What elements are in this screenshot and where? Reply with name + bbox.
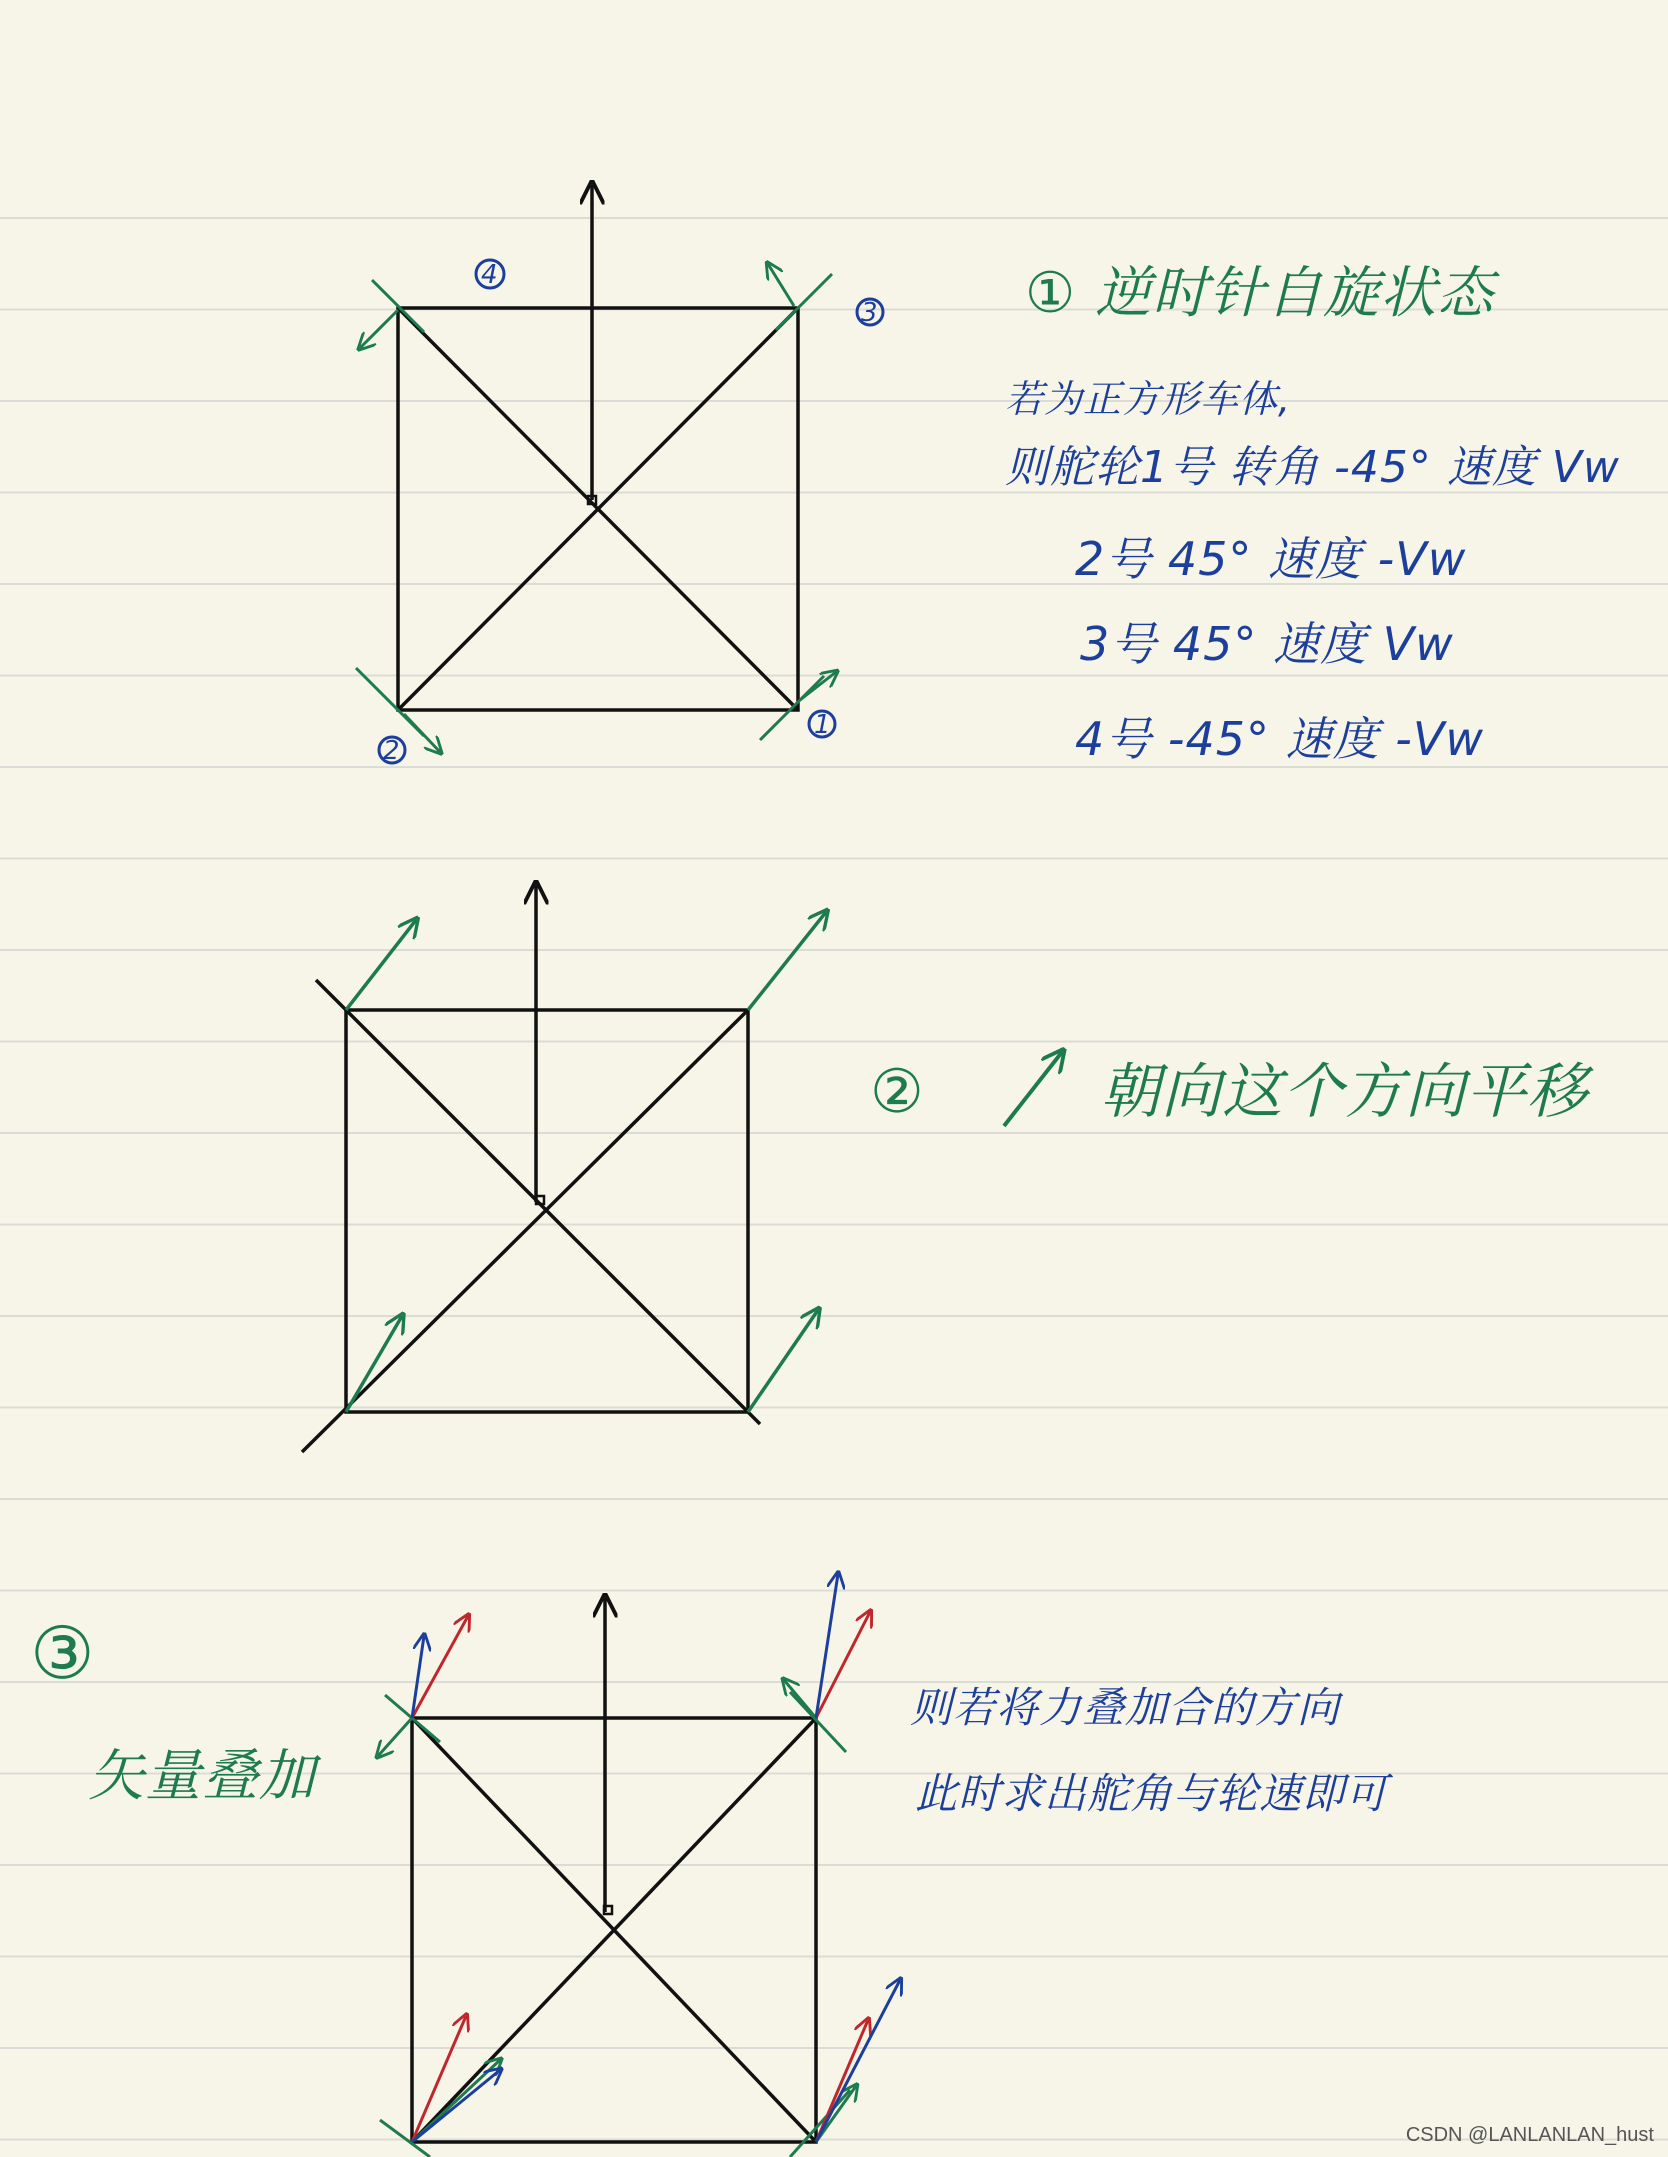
section-3-note-2: 此时求出舵角与轮速即可 <box>915 1769 1389 1818</box>
ruled-lines <box>0 218 1668 2140</box>
section-3-title: 矢量叠加 <box>88 1744 316 1809</box>
translation-arrow-bl <box>346 1316 402 1412</box>
translation-arrow-br <box>748 1310 818 1412</box>
rotation-vector-tl <box>378 1718 412 1756</box>
wheel-velocity-tl <box>360 310 398 348</box>
section-1-heading: ① 逆时针自旋状态 <box>1025 261 1495 326</box>
wheel-velocity-bl <box>404 714 440 752</box>
note-1-wheel-3: 3号 45° 速度 Vw <box>1080 617 1454 671</box>
note-1-wheel-4: 4号 -45° 速度 -Vw <box>1075 712 1484 766</box>
rotation-vector-tr <box>784 1680 816 1718</box>
center-point-2 <box>536 1196 544 1204</box>
translation-arrow-tl <box>346 920 416 1010</box>
note-1-wheel-2: 2号 45° 速度 -Vw <box>1075 532 1467 586</box>
section-3-note-1: 则若将力叠加合的方向 <box>910 1683 1341 1732</box>
resultant-vector-bl <box>412 2070 500 2142</box>
resultant-vector-br <box>816 1980 900 2142</box>
section-1-notes <box>1005 377 1620 766</box>
diagram-1-rotation <box>356 185 883 766</box>
note-1-line-2: 则舵轮1号 转角 -45° 速度 Vw <box>1005 442 1620 493</box>
corner-label-tr: 3 <box>861 298 879 328</box>
section-2-caption: 朝向这个方向平移 <box>1100 1057 1588 1127</box>
section-2-number: ② <box>870 1057 925 1127</box>
diagram-2-translation <box>302 885 826 1452</box>
corner-label-tl: 4 <box>481 260 499 290</box>
diagonal-2a <box>316 980 760 1424</box>
watermark: CSDN @LANLANLAN_hust <box>1405 2124 1654 2146</box>
note-1-line-1: 若为正方形车体, <box>1005 377 1292 421</box>
translation-vector-bl <box>412 2016 466 2142</box>
corner-label-bl: 2 <box>383 736 401 766</box>
arrow-up-right-icon <box>1004 1052 1062 1126</box>
translation-arrow-tr <box>748 912 826 1010</box>
wheel-velocity-tr <box>768 264 794 306</box>
corner-label-br: 1 <box>814 710 832 740</box>
wheel-axis-tr <box>776 274 832 330</box>
diagonal-2b <box>302 1010 748 1452</box>
section-3-number: ③ <box>30 1611 96 1695</box>
center-point-3 <box>604 1906 612 1914</box>
